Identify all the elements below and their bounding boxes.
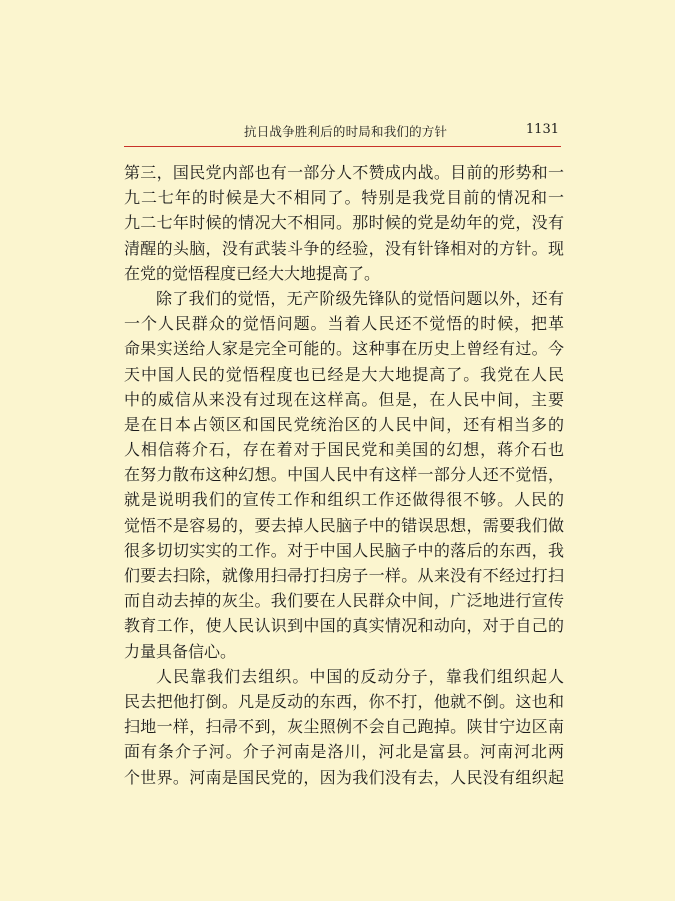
text-line: 力量具备信心。 xyxy=(124,641,237,661)
text-line: 命果实送给人家是完全可能的。这种事在历史上曾经有过。今 xyxy=(124,339,564,359)
text-line: 清醒的头脑，没有武装斗争的经验，没有针锋相对的方针。现 xyxy=(124,238,564,258)
text-line: 中的威信从来没有过现在这样高。但是，在人民中间，主要 xyxy=(124,389,564,409)
body-text xyxy=(124,160,564,790)
text-line: 天中国人民的觉悟程度也已经是大大地提高了。我党在人民 xyxy=(124,364,564,384)
text-line: 就是说明我们的宣传工作和组织工作还做得很不够。人民的 xyxy=(124,490,564,510)
paragraph-first-line: 除了我们的觉悟，无产阶级先锋队的觉悟问题以外，还有 xyxy=(156,288,564,308)
paragraph-first-line: 人民靠我们去组织。中国的反动分子，靠我们组织起人 xyxy=(156,666,564,686)
text-line: 一个人民群众的觉悟问题。当着人民还不觉悟的时候，把革 xyxy=(124,314,564,334)
text-line: 在党的觉悟程度已经大大地提高了。 xyxy=(124,263,381,283)
text-line: 教育工作，使人民认识到中国的真实情况和动向，对于自己的 xyxy=(124,616,564,636)
text-line: 面有条介子河。介子河南是洛川，河北是富县。河南河北两 xyxy=(124,742,564,762)
running-header-title: 抗日战争胜利后的时局和我们的方针 xyxy=(244,124,448,139)
page-number: 1131 xyxy=(525,122,559,137)
text-line: 们要去扫除，就像用扫帚打扫房子一样。从来没有不经过打扫 xyxy=(124,566,564,585)
text-line: 是在日本占领区和国民党统治区的人民中间，还有相当多的 xyxy=(124,414,564,434)
text-line: 个世界。河南是国民党的，因为我们没有去，人民没有组织起 xyxy=(124,767,564,787)
running-header xyxy=(124,122,561,147)
text-line: 觉悟不是容易的，要去掉人民脑子中的错误思想，需要我们做 xyxy=(124,515,564,535)
text-line: 第三，国民党内部也有一部分人不赞成内战。目前的形势和一 xyxy=(124,163,564,182)
text-line: 很多切切实实的工作。对于中国人民脑子中的落后的东西，我 xyxy=(124,540,564,560)
text-line: 九二七年的时候是大不相同了。特别是我党目前的情况和一 xyxy=(124,188,564,208)
text-line: 民去把他打倒。凡是反动的东西，你不打，他就不倒。这也和 xyxy=(124,691,564,711)
text-line: 而自动去掉的灰尘。我们要在人民群众中间，广泛地进行宣传 xyxy=(124,591,564,611)
text-line: 人相信蒋介石，存在着对于国民党和美国的幻想，蒋介石也 xyxy=(124,440,564,460)
text-line: 在努力散布这种幻想。中国人民中有这样一部分人还不觉悟， xyxy=(124,465,564,485)
text-line: 扫地一样，扫帚不到，灰尘照例不会自己跑掉。陕甘宁边区南 xyxy=(124,717,564,737)
text-line: 九二七年时候的情况大不相同。那时候的党是幼年的党，没有 xyxy=(124,213,564,233)
